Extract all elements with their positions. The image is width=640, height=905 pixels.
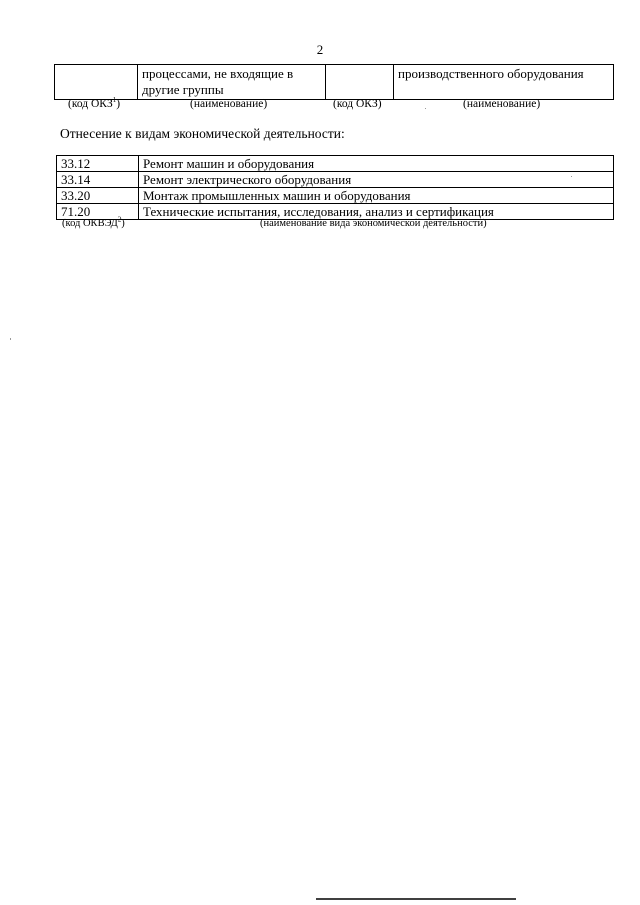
scan-artifact-line bbox=[316, 898, 516, 900]
table-row bbox=[57, 156, 614, 172]
okz-code-caption-left: (код ОКЗ$^1$) bbox=[68, 96, 121, 110]
okved-name-cell: Ремонт машин и оборудования bbox=[139, 156, 614, 172]
okz-name-caption-left: (наименование) bbox=[190, 98, 268, 110]
okved-code-cell: 33.14 bbox=[57, 172, 139, 188]
okved-code-caption: (код ОКВЭД$^2$) bbox=[62, 215, 125, 229]
okved-table-captions bbox=[56, 215, 613, 230]
okved-code-cell: 71.20 bbox=[57, 204, 139, 220]
okz-table-captions bbox=[54, 98, 613, 112]
okz-code-caption-right: (код ОКЗ) bbox=[333, 98, 382, 110]
scan-artifact-dot bbox=[425, 108, 426, 109]
footnote-marker: 2 bbox=[117, 215, 122, 224]
okved-name-caption: (наименование вида экономической деятельности) bbox=[260, 218, 487, 229]
okved-name-cell: Технические испытания, исследования, анализ и сертификация bbox=[139, 204, 614, 220]
okz-code-cell-left bbox=[55, 65, 138, 100]
okved-table bbox=[56, 155, 614, 220]
okz-code-cell-right bbox=[326, 65, 394, 100]
okved-name-cell: Монтаж промышленных машин и оборудования bbox=[139, 188, 614, 204]
page-number: 2 bbox=[316, 42, 324, 57]
okz-name-caption-right: (наименование) bbox=[463, 98, 541, 110]
okved-section-heading: Отнесение к видам экономической деятельности: bbox=[60, 126, 345, 141]
footnote-marker: 1 bbox=[112, 96, 117, 105]
okved-code-cell: 33.20 bbox=[57, 188, 139, 204]
okz-table-row bbox=[55, 65, 614, 100]
okz-name-cell-right: производственного оборудования bbox=[394, 65, 614, 100]
table-row bbox=[57, 172, 614, 188]
scan-artifact-dot bbox=[571, 176, 572, 177]
scan-artifact-dot bbox=[10, 338, 11, 340]
okz-name-cell-left: процессами, не входящие в другие группы bbox=[138, 65, 326, 100]
okved-code-cell: 33.12 bbox=[57, 156, 139, 172]
table-row bbox=[57, 188, 614, 204]
okz-table bbox=[54, 64, 614, 100]
okved-name-cell: Ремонт электрического оборудования bbox=[139, 172, 614, 188]
